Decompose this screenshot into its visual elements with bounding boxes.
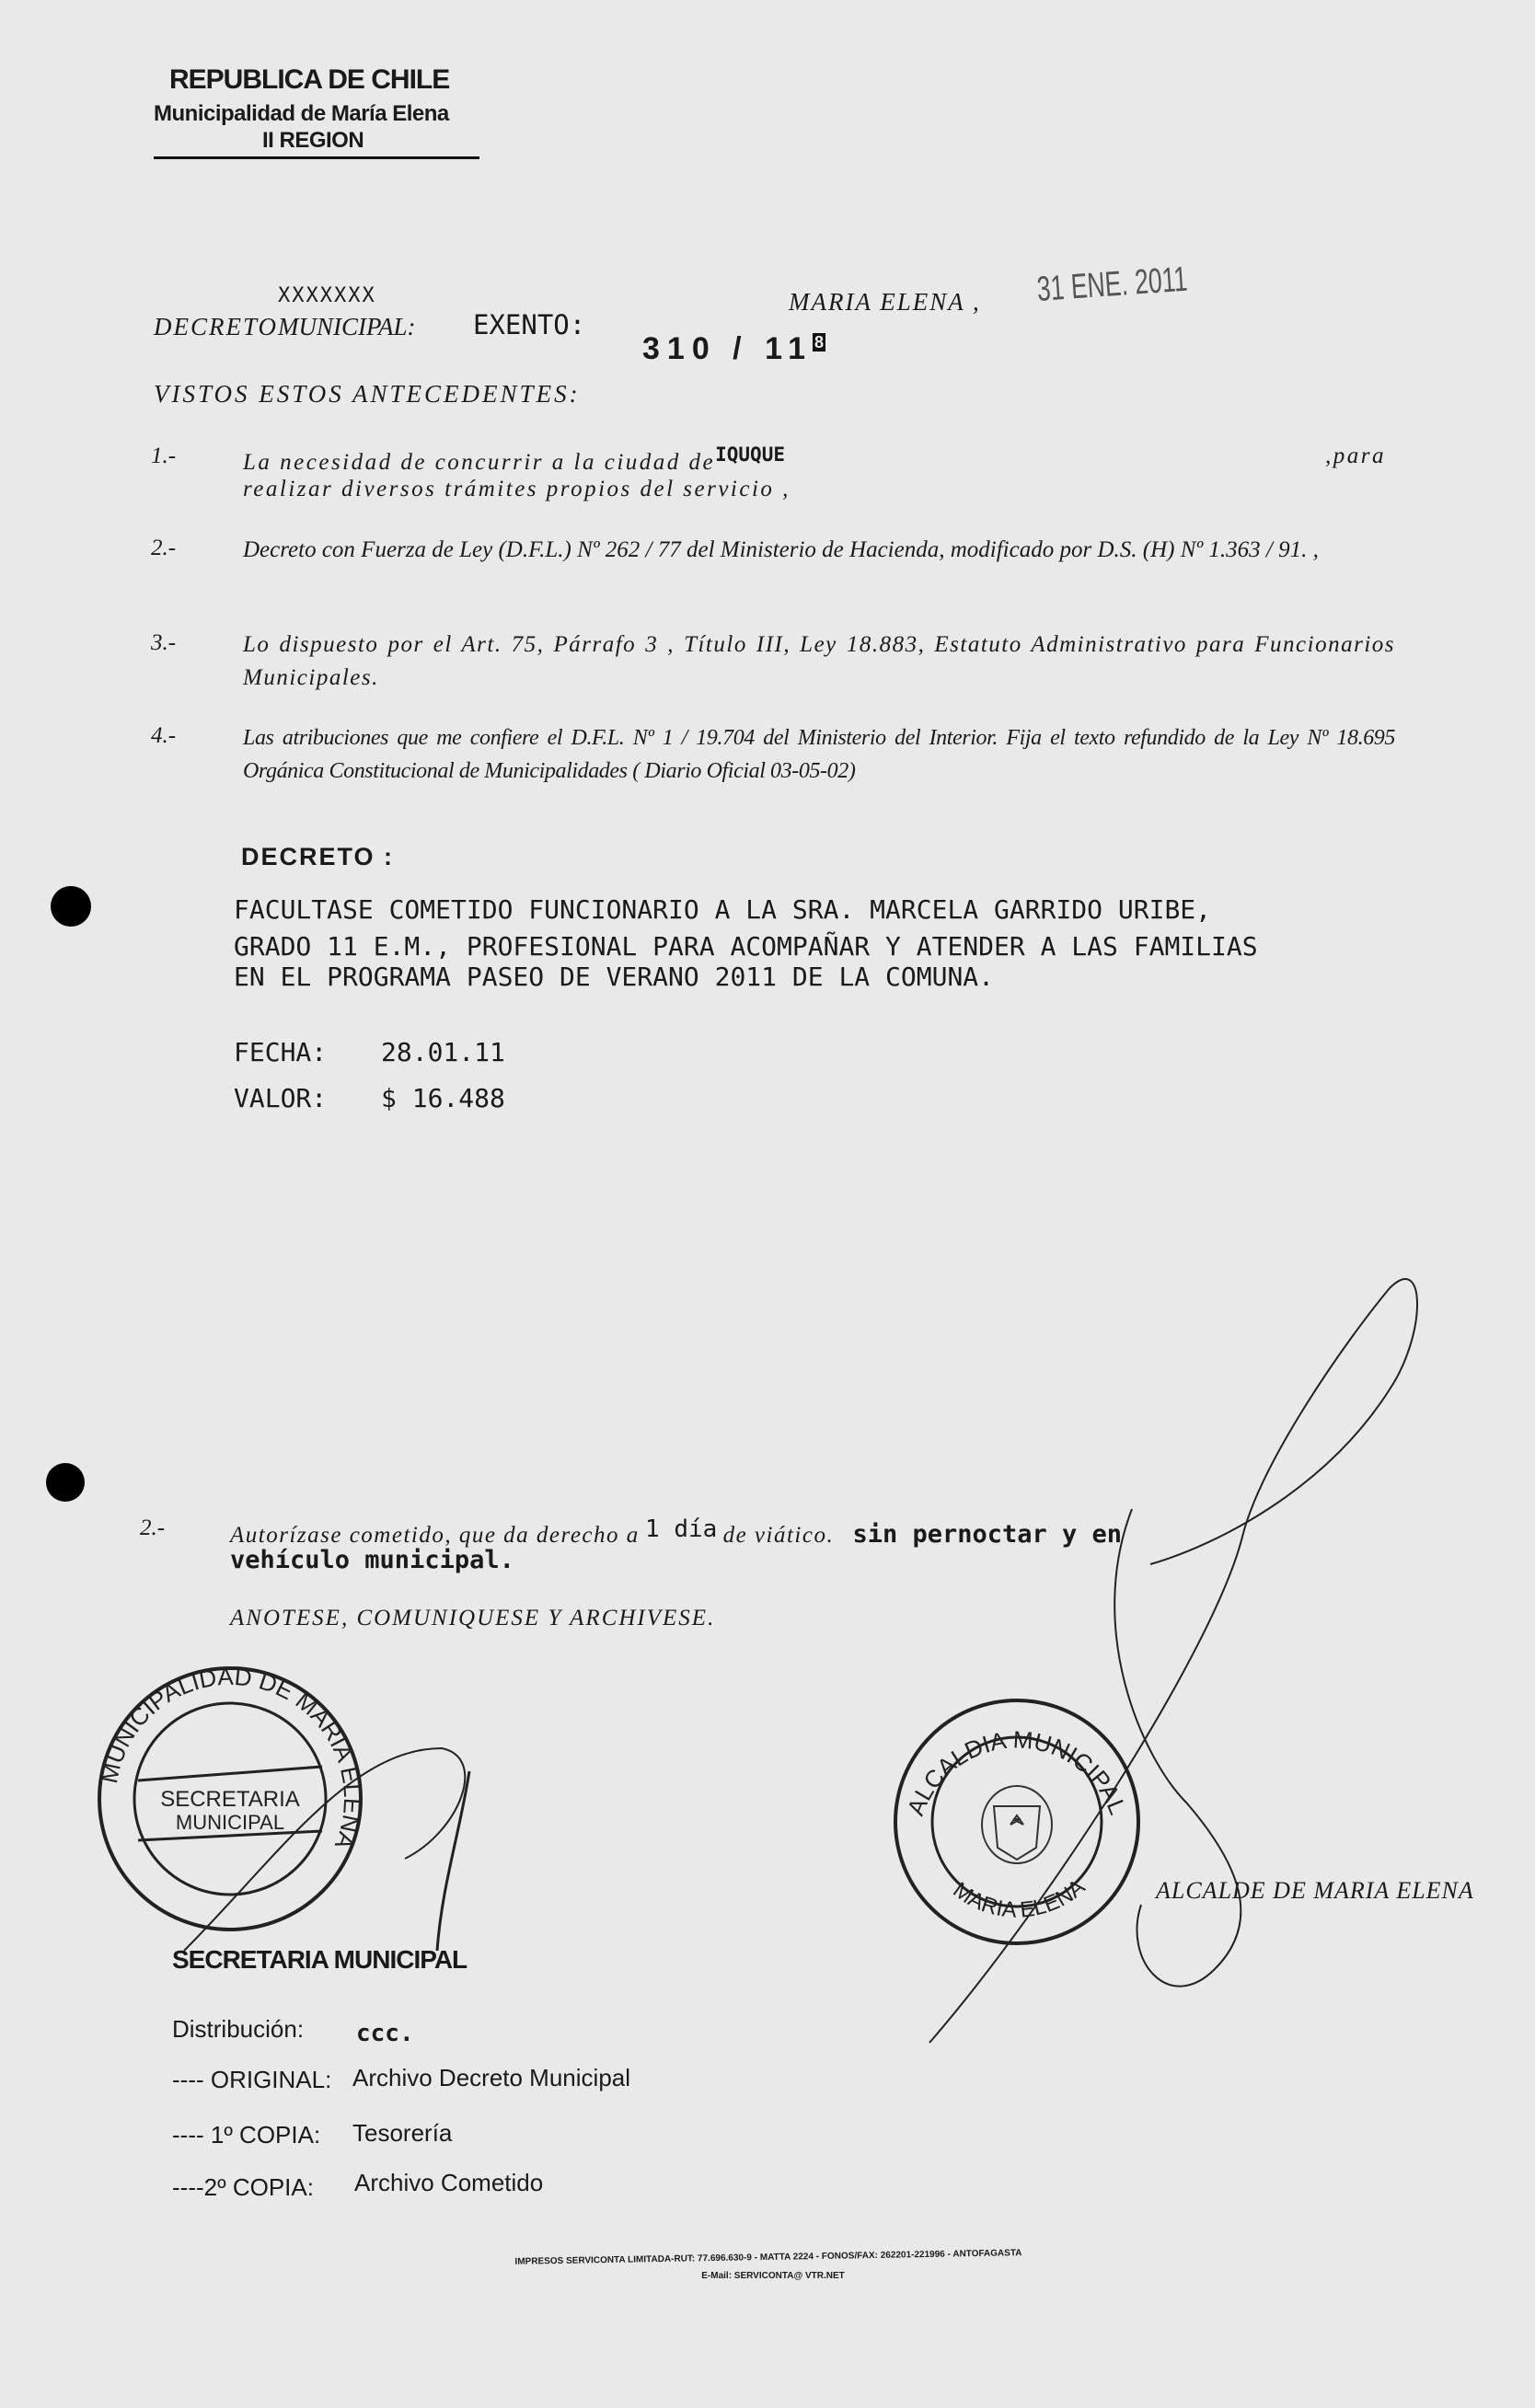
place: MARIA ELENA , (789, 288, 981, 316)
secretaria-seal-ring-path: MUNICIPALIDAD DE MARIA ELENA (95, 1662, 367, 1853)
item-1-city: IQUQUE (715, 444, 785, 466)
punch-hole (46, 1463, 85, 1502)
item2-days: 1 día (645, 1515, 718, 1543)
decree-type: EXENTO: (473, 309, 586, 340)
item-1-suffix: ,para (1325, 444, 1386, 468)
decree-struck-text: MUNICIPAL: (278, 313, 416, 340)
distribution-copy2-label: ----2º COPIA: (172, 2173, 314, 2201)
item-1-line2: realizar diversos trámites propios del servicio , (243, 477, 791, 501)
secretaria-title: SECRETARIA MUNICIPAL (172, 1945, 467, 1974)
distribution-copy1-value: Tesorería (352, 2119, 453, 2147)
decreto-line-1: FACULTASE COMETIDO FUNCIONARIO A LA SRA. MARCELA GARRIDO URIBE, (234, 894, 1212, 925)
decreto-line-3: EN EL PROGRAMA PASEO DE VERANO 2011 DE LA COMUNA. (234, 962, 995, 992)
valor-value: $ 16.488 (381, 1083, 505, 1113)
decreto-heading: DECRETO : (241, 843, 395, 870)
secretaria-seal-inner-1: SECRETARIA (160, 1787, 300, 1812)
secretaria-signature (166, 1675, 497, 1969)
decree-number-text: 310 / 11 (642, 331, 814, 366)
alcalde-title: ALCALDE DE MARIA ELENA (1156, 1877, 1474, 1904)
closing: ANOTESE, COMUNIQUESE Y ARCHIVESE. (230, 1606, 716, 1630)
distribution-label: Distribución: (172, 2015, 305, 2043)
alcalde-signature (911, 1261, 1426, 2052)
distribution-original-label: ---- ORIGINAL: (172, 2066, 332, 2093)
item-2-number: 2.- (151, 536, 177, 560)
vistos-heading: VISTOS ESTOS ANTECEDENTES: (154, 380, 581, 408)
decree-number-suffix: 8 (814, 332, 825, 351)
distribution-original-value: Archivo Decreto Municipal (352, 2064, 631, 2091)
valor-label: VALOR: (234, 1083, 328, 1113)
item2-line2: vehículo municipal. (230, 1546, 514, 1574)
letterhead-country: REPUBLICA DE CHILE (169, 64, 450, 95)
item-1-number: 1.- (151, 444, 177, 468)
item-3-number: 3.- (151, 630, 177, 655)
item2-typed: sin pernoctar y en (852, 1520, 1123, 1549)
item2-text-a: Autorízase cometido, que da derecho a (230, 1523, 640, 1548)
item-4-number: 4.- (151, 723, 177, 748)
punch-hole (51, 886, 91, 927)
letterhead-municipality: Municipalidad de María Elena (154, 101, 449, 126)
item-4-text: Las atribuciones que me confiere el D.F.L. Nº 1 / 19.704 del Ministerio del Interior. Fija el texto refundido de la Ley Nº 18.695 Orgánica Constitucional de Municipalidades ( Diario Oficial 03-05-02) (243, 726, 1395, 783)
letterhead-rule (154, 156, 479, 159)
item-2-text: Decreto con Fuerza de Ley (D.F.L.) Nº 262 / 77 del Ministerio de Hacienda, modificado por D.S. (H) Nº 1.363 / 91. , (243, 537, 1319, 562)
item2-number: 2.- (140, 1515, 166, 1540)
alcaldia-seal-top-path: ALCALDIA MUNICIPAL (901, 1725, 1133, 1820)
fecha-label: FECHA: (234, 1037, 328, 1067)
distribution-ccc: ccc. (356, 2020, 414, 2047)
letterhead-region: II REGION (262, 128, 364, 153)
item-1-text (243, 444, 785, 476)
decree-number (642, 331, 825, 367)
secretaria-seal-inner-2: MUNICIPAL (175, 1811, 285, 1834)
decree-label (154, 284, 416, 341)
item-1-text-a: La necesidad de concurrir a la ciudad de (243, 450, 716, 475)
printer-footer-line1: IMPRESOS SERVICONTA LIMITADA-RUT: 77.696.630-9 - MATTA 2224 - FONOS/FAX: 262201-221996 - ANTOFAGASTA (514, 2248, 1022, 2267)
distribution-copy2-value: Archivo Cometido (354, 2169, 544, 2196)
alcaldia-seal-bottom-path: MARIA ELENA (948, 1874, 1091, 1923)
fecha-value: 28.01.11 (381, 1037, 505, 1067)
item-3-text: Lo dispuesto por el Art. 75, Párrafo 3 , Título III, Ley 18.883, Estatuto Administrativo para Funcionarios Municipales. (243, 632, 1395, 690)
decree-label-text: DECRETO (154, 313, 279, 340)
date-stamp: 31 ENE. 2011 (1035, 259, 1189, 309)
decree-struck (278, 284, 416, 340)
decree-overtype: XXXXXXX (278, 284, 376, 307)
distribution-copy1-label: ---- 1º COPIA: (172, 2121, 321, 2149)
decreto-line-2: GRADO 11 E.M., PROFESIONAL PARA ACOMPAÑAR Y ATENDER A LAS FAMILIAS (234, 931, 1258, 962)
printer-footer-line2: E-Mail: SERVICONTA@ VTR.NET (701, 2271, 845, 2281)
item2-text-b: de viático. (722, 1523, 835, 1548)
